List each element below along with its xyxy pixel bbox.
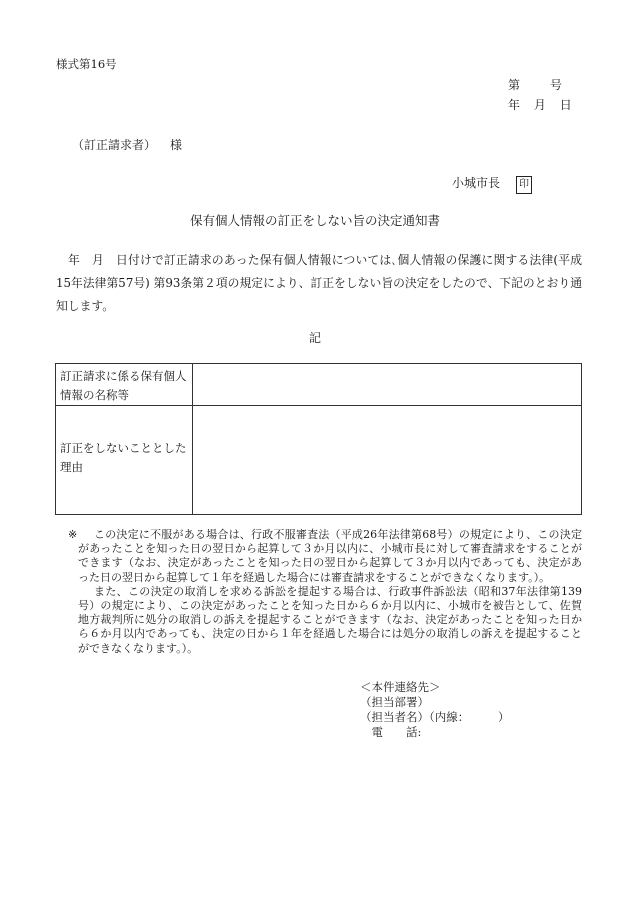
addressee-honorific: 様	[170, 138, 183, 152]
doc-number-suffix: 号	[550, 78, 563, 92]
contact-heading: ＜本件連絡先＞	[360, 680, 441, 694]
issuer-title: 小城市長	[452, 176, 501, 190]
record-name-label: 訂正請求に係る保有個人情報の名称等	[56, 364, 193, 406]
document-date	[508, 96, 582, 113]
form-number: 様式第16号	[56, 57, 117, 71]
note-mark: ※	[68, 528, 78, 541]
reason-value	[193, 406, 582, 515]
note-paragraph-appeal: この決定に不服がある場合は、行政不服審査法（平成26年法律第68号）の規定により、この決定があったことを知った日の翌日から起算して３か月以内に、小城市長に対して審査請求をすることができます（なお、決定があったことを知った日の翌日から起算して３か月以内であっても、決定があった日の翌日から起算して１年を経過した場合には審査請求をすることができなくなります。）。	[78, 528, 582, 584]
contact-info	[360, 680, 510, 740]
details-table	[55, 363, 582, 515]
date-day: 日	[559, 98, 572, 112]
addressee-name: （訂正請求者）	[72, 138, 157, 152]
contact-person: （担当者名）（内線： ）	[360, 710, 510, 724]
body-paragraph: 年 月 日付けで訂正請求のあった保有個人情報については､個人情報の保護に関する法律(平成15年法律第57号) 第93条第２項の規定により、訂正をしない旨の決定をしたので、下記のとおり通知します。	[56, 253, 582, 313]
document-number	[508, 76, 562, 93]
addressee	[72, 136, 182, 153]
issuer	[452, 174, 532, 194]
contact-department: （担当部署）	[360, 695, 429, 709]
document-title: 保有個人情報の訂正をしない旨の決定通知書	[189, 213, 440, 228]
record-name-value	[193, 364, 582, 406]
date-month: 月	[533, 98, 546, 112]
date-year: 年	[508, 98, 521, 112]
seal-stamp-box: 印	[516, 176, 532, 194]
doc-number-prefix: 第	[508, 78, 521, 92]
note-paragraph-lawsuit: また、この決定の取消しを求める訴訟を提起する場合は、行政事件訴訟法（昭和37年法律第139号）の規定により、この決定があったことを知った日から６か月以内に、小城市を被告として、佐賀地方裁判所に処分の取消しの訴えを提起することができます（なお、決定があったことを知った日から６か月以内であっても、決定の日から１年を経過した場合には処分の取消しの訴えを提起することができなくなります。）。	[78, 584, 582, 655]
ki-heading: 記	[308, 331, 321, 345]
reason-label: 訂正をしないこととした理由	[56, 406, 193, 515]
appeal-note	[68, 528, 582, 656]
table-row	[56, 364, 582, 406]
table-row	[56, 406, 582, 515]
contact-phone: 電 話:	[360, 725, 422, 739]
